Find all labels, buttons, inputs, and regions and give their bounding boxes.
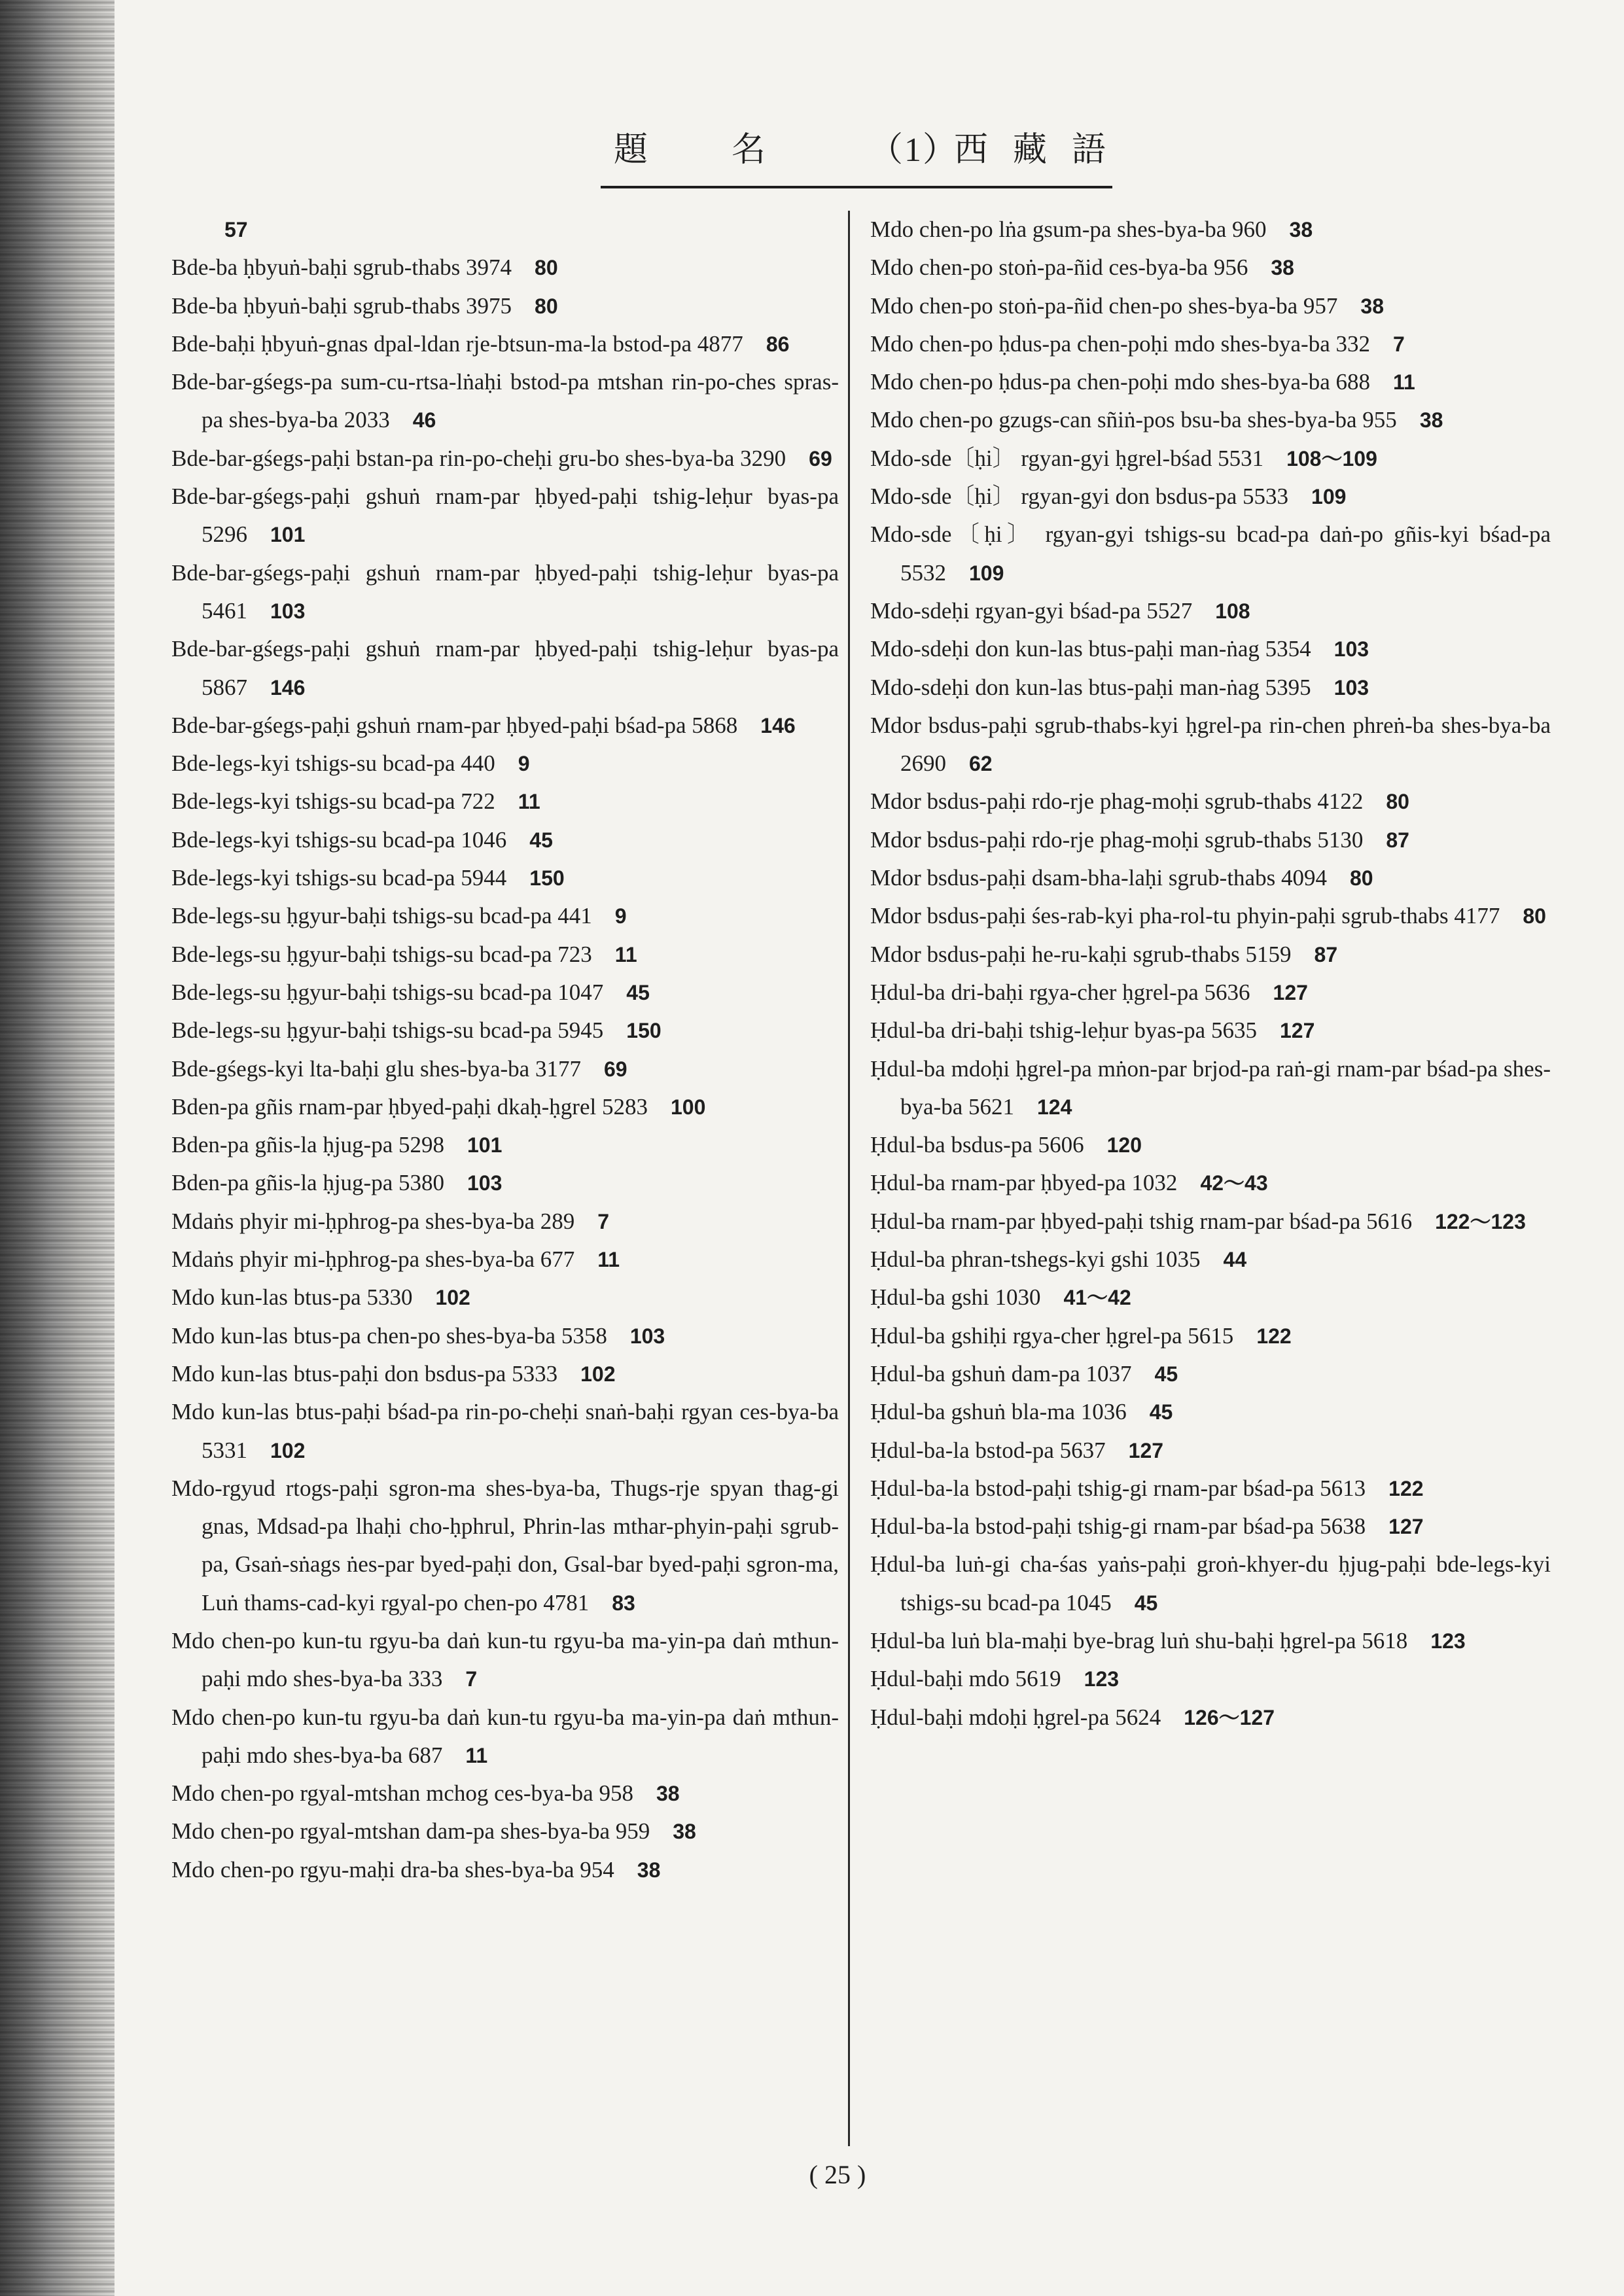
entry-page-ref: 127 (1273, 980, 1308, 1004)
entry-page-ref: 108～109 (1286, 446, 1377, 470)
entry-page-ref: 45 (1149, 1400, 1173, 1424)
header-language-char-3: 語 (1072, 132, 1108, 169)
index-entry (171, 1088, 839, 1126)
index-entry (870, 1508, 1551, 1545)
index-entry (870, 1317, 1551, 1355)
index-entry (870, 287, 1551, 325)
header-title-char-2: 名 (732, 132, 768, 169)
index-entry (870, 1545, 1551, 1622)
header-section-number: （1） (869, 132, 959, 169)
entry-page-ref: 122 (1256, 1324, 1292, 1348)
entry-page-ref: 103 (1333, 675, 1369, 699)
entry-title: Mdo kun-las btus-pa chen-po shes-bya-ba 5358 (171, 1322, 607, 1349)
entry-page-ref: 103 (270, 599, 306, 623)
entry-page-ref: 45 (1154, 1362, 1178, 1386)
entry-title: Bde-bar-gśegs-paḥi gshuṅ rnam-par ḥbyed-paḥi bśad-pa 5868 (171, 712, 738, 738)
entry-page-ref: 38 (1419, 408, 1443, 433)
index-entry (870, 211, 1551, 249)
entry-title: Mdor bsdus-paḥi śes-rab-kyi pha-rol-tu phyin-paḥi sgrub-thabs 4177 (870, 903, 1500, 929)
entry-page-ref: 108 (1215, 599, 1250, 623)
entry-title: Bde-bar-gśegs-paḥi gshuṅ rnam-par ḥbyed-paḥi tshig-leḥur byas-pa 5867 (171, 636, 839, 700)
entry-title: Bde-legs-su ḥgyur-baḥi tshigs-su bcad-pa 5945 (171, 1017, 604, 1044)
entry-page-ref: 150 (626, 1019, 662, 1043)
index-entry (171, 211, 839, 249)
index-entry (171, 325, 839, 363)
index-entry (171, 1775, 839, 1812)
index-entry (171, 287, 839, 325)
entry-title: Mdo-sde〔ḥi〕 rgyan-gyi tshigs-su bcad-pa daṅ-po gñis-kyi bśad-pa 5532 (870, 521, 1551, 586)
entry-title: Bde-gśegs-kyi lta-baḥi glu shes-bya-ba 3177 (171, 1055, 581, 1082)
index-entry (870, 592, 1551, 630)
index-entry (171, 1393, 839, 1470)
entry-title: Ḥdul-ba-la bstod-paḥi tshig-gi rnam-par bśad-pa 5613 (870, 1475, 1366, 1501)
entry-page-ref: 80 (535, 294, 558, 318)
entry-page-ref: 41～42 (1063, 1286, 1131, 1310)
index-entry (870, 1241, 1551, 1279)
entry-page-ref: 80 (1349, 866, 1373, 891)
entry-page-ref: 124 (1036, 1095, 1072, 1119)
index-entry (171, 440, 839, 478)
entry-title: Mdaṅs phyir mi-ḥphrog-pa shes-bya-ba 289 (171, 1208, 575, 1234)
entry-title: Bde-legs-kyi tshigs-su bcad-pa 440 (171, 751, 495, 777)
entry-title: Ḥdul-ba gshiḥi rgya-cher ḥgrel-pa 5615 (870, 1322, 1234, 1349)
entry-title: Mdo chen-po stoṅ-pa-ñid chen-po shes-bya-ba 957 (870, 292, 1338, 319)
entry-page-ref: 45 (529, 828, 553, 852)
entry-title: Mdor bsdus-paḥi dsam-bha-laḥi sgrub-thabs 4094 (870, 865, 1327, 891)
entry-title: Mdo chen-po lṅa gsum-pa shes-bya-ba 960 (870, 217, 1267, 242)
index-entry (171, 1050, 839, 1088)
entry-title: Mdo chen-po kun-tu rgyu-ba daṅ kun-tu rgyu-ba ma-yin-pa daṅ mthun-paḥi mdo shes-bya-ba 333 (171, 1627, 839, 1692)
entry-page-ref: 69 (603, 1057, 627, 1081)
page-number: ( 25 ) (809, 2160, 866, 2189)
index-entry (870, 1432, 1551, 1470)
entry-page-ref: 102 (435, 1286, 470, 1310)
entry-title: Mdor bsdus-paḥi he-ru-kaḥi sgrub-thabs 5159 (870, 941, 1292, 967)
index-entry (870, 974, 1551, 1012)
entry-title: Bden-pa gñis-la ḥjug-pa 5298 (171, 1132, 444, 1158)
entry-page-ref: 69 (809, 446, 832, 470)
index-entry (870, 1012, 1551, 1050)
entry-page-ref: 120 (1106, 1133, 1142, 1157)
index-entry (870, 401, 1551, 439)
entry-title: Ḥdul-ba-la bstod-paḥi tshig-gi rnam-par bśad-pa 5638 (870, 1513, 1366, 1540)
index-entry (870, 1279, 1551, 1316)
entry-page-ref: 9 (518, 752, 530, 776)
index-entry (870, 669, 1551, 707)
entry-title: Bde-ba ḥbyuṅ-baḥi sgrub-thabs 3974 (171, 255, 512, 281)
entry-page-ref: 42～43 (1200, 1171, 1268, 1195)
entry-title: Mdo chen-po gzugs-can sñiṅ-pos bsu-ba shes-bya-ba 955 (870, 407, 1397, 433)
index-entry (870, 1622, 1551, 1660)
entry-title: Ḥdul-ba dri-baḥi rgya-cher ḥgrel-pa 5636 (870, 979, 1250, 1005)
entry-title: Ḥdul-baḥi mdo 5619 (870, 1666, 1061, 1692)
entry-page-ref: 123 (1430, 1629, 1466, 1653)
entry-title: Ḥdul-baḥi mdoḥi ḥgrel-pa 5624 (870, 1704, 1161, 1730)
index-entry (171, 707, 839, 745)
entry-page-ref: 7 (597, 1209, 610, 1233)
entry-title: Ḥdul-ba phran-tshegs-kyi gshi 1035 (870, 1246, 1201, 1273)
entry-page-ref: 46 (412, 408, 436, 433)
index-entry (870, 1164, 1551, 1202)
entry-title: Mdo chen-po ḥdus-pa chen-poḥi mdo shes-bya-ba 332 (870, 330, 1370, 357)
entry-title: Ḥdul-ba gshi 1030 (870, 1284, 1041, 1311)
index-entry (870, 363, 1551, 401)
entry-title: Ḥdul-ba luṅ bla-maḥi bye-brag luṅ shu-baḥi ḥgrel-pa 5618 (870, 1627, 1408, 1653)
entry-title: Mdo kun-las btus-paḥi bśad-pa rin-po-cheḥi snaṅ-baḥi rgyan ces-bya-ba 5331 (171, 1399, 839, 1463)
right-column-index (870, 211, 1551, 1737)
entry-title: Bde-ba ḥbyuṅ-baḥi sgrub-thabs 3975 (171, 292, 512, 319)
entry-page-ref: 126～127 (1184, 1705, 1275, 1729)
entry-title: Ḥdul-ba dri-baḥi tshig-leḥur byas-pa 5635 (870, 1017, 1257, 1044)
entry-page-ref: 38 (637, 1858, 661, 1882)
index-entry (870, 440, 1551, 478)
entry-page-ref: 109 (969, 561, 1004, 585)
entry-page-ref: 86 (766, 332, 790, 356)
index-entry (171, 1851, 839, 1889)
entry-page-ref: 11 (518, 790, 540, 814)
entry-page-ref: 123 (1084, 1667, 1120, 1691)
index-entry (171, 1203, 839, 1241)
index-entry (870, 325, 1551, 363)
index-entry (171, 1470, 839, 1622)
entry-page-ref: 44 (1223, 1248, 1247, 1272)
index-entry (171, 783, 839, 821)
entry-page-ref: 103 (629, 1324, 665, 1348)
index-entry (171, 936, 839, 974)
entry-page-ref: 102 (580, 1362, 616, 1386)
index-entry (171, 1279, 839, 1316)
entry-page-ref: 45 (1134, 1591, 1158, 1615)
entry-page-ref: 80 (1386, 790, 1409, 814)
index-entry (870, 1393, 1551, 1431)
index-entry (870, 1470, 1551, 1508)
index-entry (171, 1355, 839, 1393)
entry-title: Mdo-sdeḥi don kun-las btus-paḥi man-ṅag 5354 (870, 636, 1311, 662)
scan-edge-shadow (0, 0, 115, 2296)
entry-page-ref: 150 (529, 866, 565, 891)
entry-title: Mdo-sde〔ḥi〕 rgyan-gyi don bsdus-pa 5533 (870, 484, 1289, 510)
entry-page-ref: 9 (614, 904, 627, 928)
entry-page-ref: 11 (1392, 370, 1415, 395)
index-entry (171, 1126, 839, 1164)
entry-title: Bde-bar-gśegs-paḥi gshuṅ rnam-par ḥbyed-paḥi tshig-leḥur byas-pa 5461 (171, 559, 839, 624)
index-entry (870, 936, 1551, 974)
entry-page-ref: 62 (969, 752, 993, 776)
index-entry (870, 821, 1551, 859)
index-entry (171, 1699, 839, 1775)
left-column-index (171, 211, 839, 1889)
entry-title: Mdo chen-po rgyal-mtshan dam-pa shes-bya-ba 959 (171, 1818, 650, 1845)
entry-title: Mdo-sde〔ḥi〕 rgyan-gyi ḥgrel-bśad 5531 (870, 445, 1264, 471)
entry-title: Bde-bar-gśegs-pa sum-cu-rtsa-lṅaḥi bstod-pa mtshan rin-po-ches spras-pa shes-bya-ba 2033 (171, 369, 839, 433)
index-entry (171, 1812, 839, 1850)
entry-page-ref: 127 (1279, 1019, 1315, 1043)
index-entry (171, 1317, 839, 1355)
entry-title: Mdo-rgyud rtogs-paḥi sgron-ma shes-bya-ba, Thugs-rje spyan thag-gi gnas, Mdsad-pa lhaḥi cho-ḥphrul, Phrin-las mthar-phyin-paḥi sgrub-pa, Gsaṅ-sṅags ṅes-par byed-paḥi don, Gsal-bar byed-paḥi sgron-ma, Luṅ thams-cad-kyi rgyal-po chen-po 4781 (171, 1475, 839, 1616)
entry-title: Mdo kun-las btus-pa 5330 (171, 1284, 413, 1311)
entry-page-ref: 87 (1314, 942, 1338, 966)
index-entry (870, 1203, 1551, 1241)
entry-page-ref: 146 (270, 675, 306, 699)
entry-title: Mdo-sdeḥi don kun-las btus-paḥi man-ṅag 5395 (870, 674, 1311, 700)
entry-page-ref: 7 (1392, 332, 1405, 356)
entry-page-ref: 57 (224, 218, 248, 241)
entry-title: Mdor bsdus-paḥi sgrub-thabs-kyi ḥgrel-pa rin-chen phreṅ-ba shes-bya-ba 2690 (870, 712, 1551, 777)
entry-page-ref: 7 (465, 1667, 478, 1691)
entry-title: Mdor bsdus-paḥi rdo-rje phag-moḥi sgrub-thabs 4122 (870, 788, 1364, 815)
entry-title: Ḥdul-ba rnam-par ḥbyed-paḥi tshig rnam-par bśad-pa 5616 (870, 1208, 1413, 1234)
entry-page-ref: 102 (270, 1438, 306, 1462)
index-entry (870, 1355, 1551, 1393)
entry-page-ref: 38 (656, 1782, 680, 1806)
entry-page-ref: 38 (1289, 218, 1313, 241)
entry-title: Bde-legs-su ḥgyur-baḥi tshigs-su bcad-pa 1047 (171, 979, 604, 1005)
entry-title: Ḥdul-ba-la bstod-pa 5637 (870, 1437, 1106, 1463)
index-entry (171, 859, 839, 897)
entry-page-ref: 127 (1388, 1515, 1424, 1539)
entry-title: Mdaṅs phyir mi-ḥphrog-pa shes-bya-ba 677 (171, 1246, 575, 1273)
index-entry (870, 897, 1551, 935)
entry-page-ref: 103 (467, 1171, 503, 1195)
entry-title: Bde-legs-su ḥgyur-baḥi tshigs-su bcad-pa 441 (171, 903, 592, 929)
header-title-char-1: 題 (614, 132, 650, 169)
entry-title: Bde-legs-kyi tshigs-su bcad-pa 5944 (171, 865, 507, 891)
entry-title: Ḥdul-ba mdoḥi ḥgrel-pa mṅon-par brjod-pa raṅ-gi rnam-par bśad-pa shes-bya-ba 5621 (870, 1055, 1551, 1120)
entry-title: Bden-pa gñis-la ḥjug-pa 5380 (171, 1170, 444, 1196)
index-entry (171, 1164, 839, 1202)
entry-title: Bde-bar-gśegs-paḥi bstan-pa rin-po-cheḥi gru-bo shes-bya-ba 3290 (171, 445, 786, 471)
index-entry (870, 707, 1551, 783)
entry-page-ref: 38 (673, 1820, 696, 1844)
index-entry (171, 1012, 839, 1050)
index-entry (870, 478, 1551, 516)
index-entry (171, 249, 839, 287)
index-entry (171, 1622, 839, 1699)
entry-title: Bde-legs-su ḥgyur-baḥi tshigs-su bcad-pa 723 (171, 941, 592, 967)
entry-page-ref: 146 (760, 713, 796, 737)
index-entry (870, 1050, 1551, 1127)
index-entry (171, 974, 839, 1012)
index-entry (870, 516, 1551, 592)
entry-title: Mdo chen-po kun-tu rgyu-ba daṅ kun-tu rgyu-ba ma-yin-pa daṅ mthun-paḥi mdo shes-bya-ba 687 (171, 1704, 839, 1768)
entry-title: Bden-pa gñis rnam-par ḥbyed-paḥi dkaḥ-ḥgrel 5283 (171, 1093, 648, 1120)
index-entry (870, 1126, 1551, 1164)
index-entry (870, 630, 1551, 668)
entry-page-ref: 122～123 (1435, 1209, 1526, 1233)
index-entry (171, 554, 839, 631)
entry-page-ref: 80 (535, 256, 558, 280)
entry-title: Mdor bsdus-paḥi rdo-rje phag-moḥi sgrub-thabs 5130 (870, 826, 1364, 853)
entry-title: Mdo chen-po stoṅ-pa-ñid ces-bya-ba 956 (870, 255, 1248, 281)
entry-title: Mdo chen-po rgyal-mtshan mchog ces-bya-ba 958 (171, 1780, 633, 1807)
entry-title: Ḥdul-ba bsdus-pa 5606 (870, 1132, 1084, 1158)
entry-title: Bde-legs-kyi tshigs-su bcad-pa 722 (171, 788, 495, 815)
entry-page-ref: 11 (614, 942, 637, 966)
index-entry (870, 783, 1551, 821)
index-entry (171, 821, 839, 859)
entry-title: Bde-legs-kyi tshigs-su bcad-pa 1046 (171, 826, 507, 853)
entry-title: Ḥdul-ba gshuṅ bla-ma 1036 (870, 1399, 1127, 1425)
index-entry (171, 897, 839, 935)
entry-page-ref: 127 (1128, 1438, 1164, 1462)
entry-page-ref: 87 (1386, 828, 1409, 852)
index-entry (870, 249, 1551, 287)
entry-page-ref: 101 (270, 523, 306, 547)
entry-title: Bde-bar-gśegs-paḥi gshuṅ rnam-par ḥbyed-paḥi tshig-leḥur byas-pa 5296 (171, 484, 839, 548)
index-entry (870, 1699, 1551, 1737)
entry-page-ref: 80 (1523, 904, 1546, 928)
index-entry (171, 630, 839, 707)
entry-page-ref: 38 (1271, 256, 1294, 280)
index-entry (171, 478, 839, 554)
index-entry (171, 1241, 839, 1279)
entry-title: Ḥdul-ba luṅ-gi cha-śas yaṅs-paḥi groṅ-khyer-du ḥjug-paḥi bde-legs-kyi tshigs-su bcad-pa 1045 (870, 1551, 1551, 1616)
entry-page-ref: 11 (597, 1248, 620, 1272)
entry-title: Ḥdul-ba gshuṅ dam-pa 1037 (870, 1360, 1132, 1386)
entry-page-ref: 45 (626, 980, 650, 1004)
header-language-char-1: 西 (954, 132, 990, 169)
entry-title: Mdo chen-po rgyu-maḥi dra-ba shes-bya-ba 954 (171, 1856, 614, 1882)
entry-page-ref: 11 (465, 1743, 488, 1767)
entry-title: Mdo-sdeḥi rgyan-gyi bśad-pa 5527 (870, 597, 1193, 624)
entry-page-ref: 109 (1311, 485, 1347, 509)
entry-page-ref: 122 (1388, 1476, 1424, 1500)
column-divider (848, 211, 850, 2146)
entry-page-ref: 100 (670, 1095, 706, 1119)
entry-page-ref: 101 (467, 1133, 503, 1157)
page-header (601, 118, 1112, 188)
index-entry (870, 1660, 1551, 1698)
entry-title: Ḥdul-ba rnam-par ḥbyed-pa 1032 (870, 1170, 1178, 1196)
entry-page-ref: 38 (1360, 294, 1384, 318)
index-entry (870, 859, 1551, 897)
index-entry (171, 363, 839, 440)
entry-title: Bde-baḥi ḥbyuṅ-gnas dpal-ldan rje-btsun-ma-la bstod-pa 4877 (171, 330, 743, 357)
entry-title: Mdo chen-po ḥdus-pa chen-poḥi mdo shes-bya-ba 688 (870, 369, 1370, 395)
header-language-char-2: 藏 (1013, 132, 1049, 169)
entry-title: Mdo kun-las btus-paḥi don bsdus-pa 5333 (171, 1360, 558, 1386)
entry-page-ref: 103 (1333, 637, 1369, 662)
entry-page-ref: 83 (612, 1591, 635, 1615)
index-entry (171, 745, 839, 783)
